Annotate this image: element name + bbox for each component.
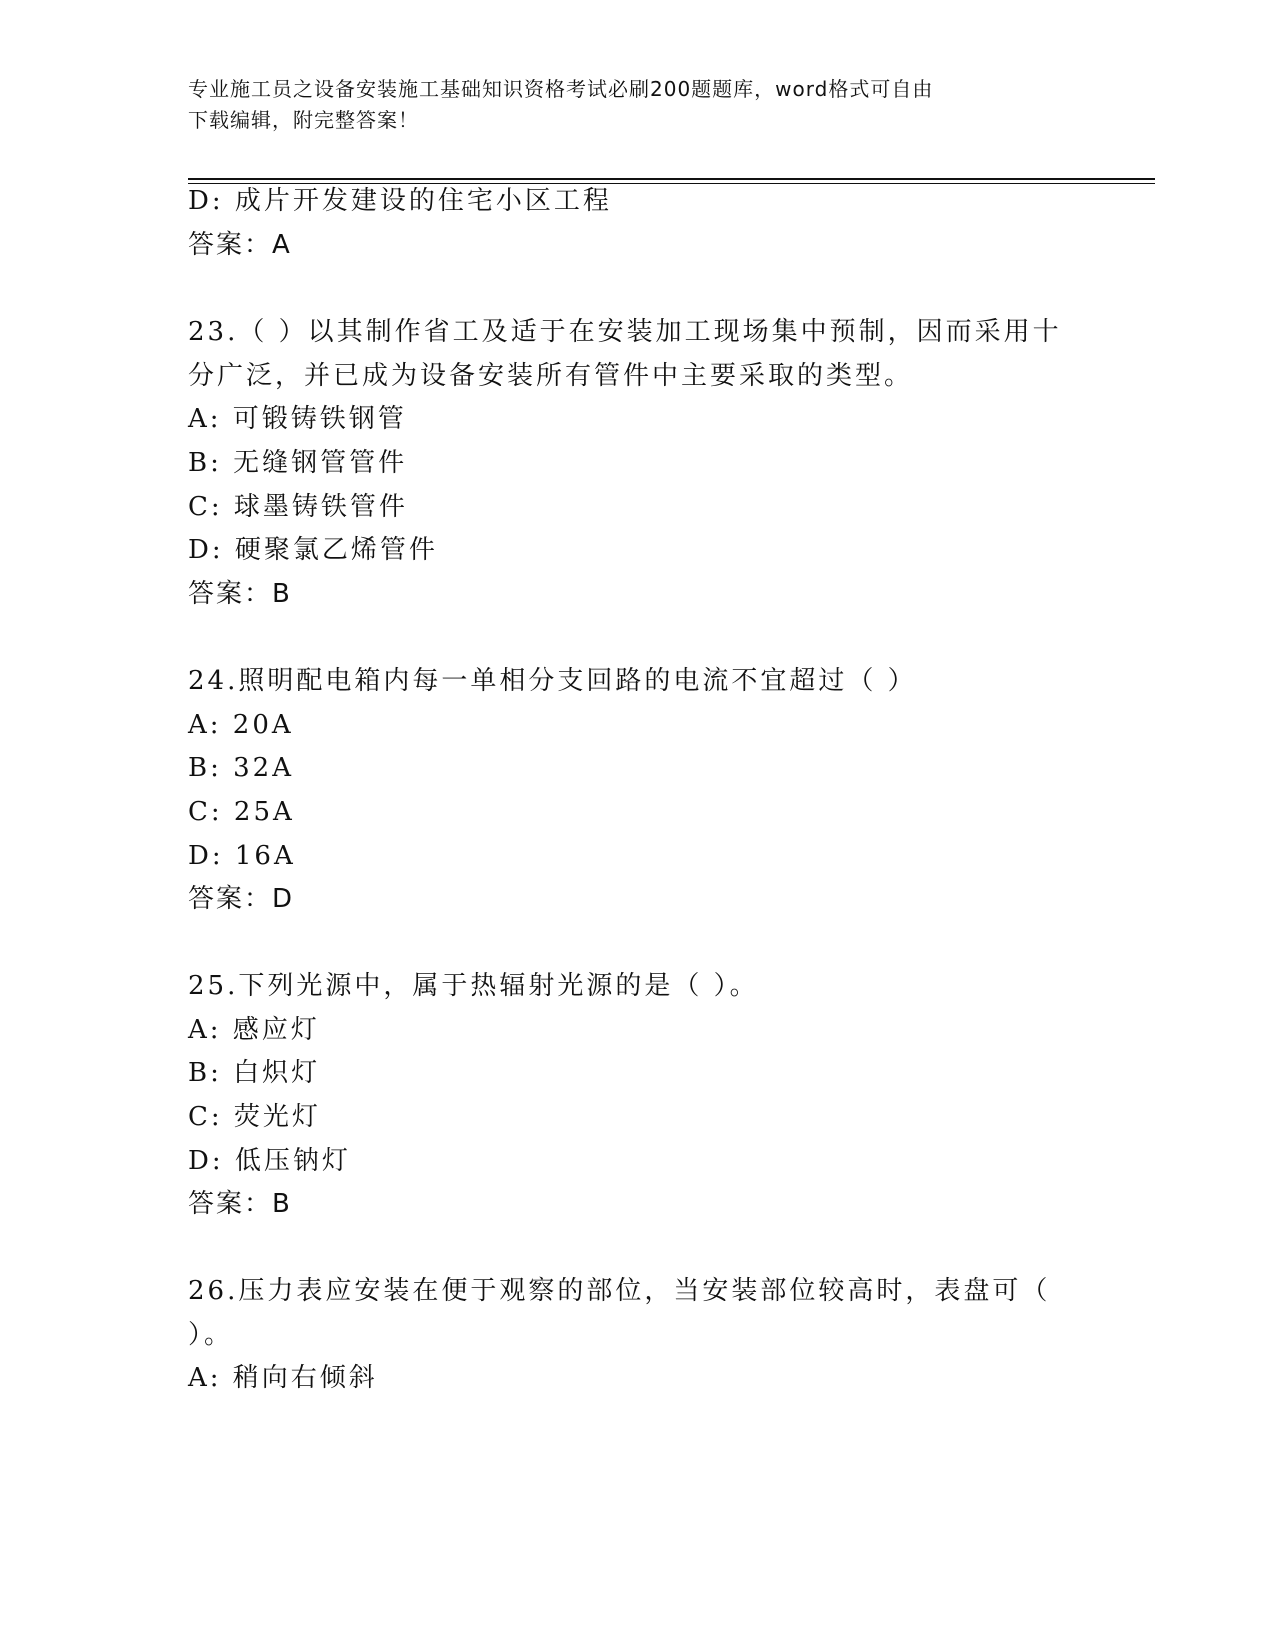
q23-option-a: A: 可锻铸铁钢管 — [188, 404, 407, 434]
q26-stem-line-2: ）。 — [188, 1320, 234, 1350]
q25-option-b: B: 白炽灯 — [188, 1058, 321, 1088]
q23-option-b: B: 无缝钢管管件 — [188, 448, 408, 478]
q25-option-c: C: 荧光灯 — [188, 1102, 321, 1132]
q24-option-a: A: 20A — [188, 710, 294, 740]
header-line-2: 下载编辑，附完整答案！ — [188, 108, 419, 132]
q26-stem-line-1: 26.压力表应安装在便于观察的部位，当安装部位较高时，表盘可（ — [188, 1276, 1051, 1306]
q24-stem-line-1: 24.照明配电箱内每一单相分支回路的电流不宜超过（ ） — [188, 666, 917, 696]
document-header — [188, 74, 1088, 136]
q25-option-d: D: 低压钠灯 — [188, 1146, 351, 1176]
q25-answer: 答案：B — [188, 1189, 292, 1219]
header-divider-thin — [188, 183, 1155, 184]
header-divider-thick — [188, 178, 1155, 180]
q23-answer: 答案：B — [188, 579, 292, 609]
q24-answer: 答案：D — [188, 884, 295, 914]
q25-stem-line-1: 25.下列光源中，属于热辐射光源的是（ ）。 — [188, 971, 759, 1001]
q24-option-d: D: 16A — [188, 841, 296, 871]
q23-stem-line-1: 23.（ ）以其制作省工及适于在安装加工现场集中预制，因而采用十 — [188, 317, 1062, 347]
q23-option-c: C: 球墨铸铁管件 — [188, 492, 408, 522]
q26-option-a: A: 稍向右倾斜 — [188, 1363, 378, 1393]
q23-stem-line-2: 分广泛，并已成为设备安装所有管件中主要采取的类型。 — [188, 361, 914, 391]
header-line-1: 专业施工员之设备安装施工基础知识资格考试必刷200题题库，word格式可自由 — [188, 77, 934, 101]
q25-option-a: A: 感应灯 — [188, 1015, 320, 1045]
q23-option-d: D: 硬聚氯乙烯管件 — [188, 535, 438, 565]
q24-option-b: B: 32A — [188, 753, 294, 783]
prev-answer: 答案：A — [188, 230, 292, 260]
prev-option-d: D: 成片开发建设的住宅小区工程 — [188, 186, 612, 216]
q24-option-c: C: 25A — [188, 797, 295, 827]
